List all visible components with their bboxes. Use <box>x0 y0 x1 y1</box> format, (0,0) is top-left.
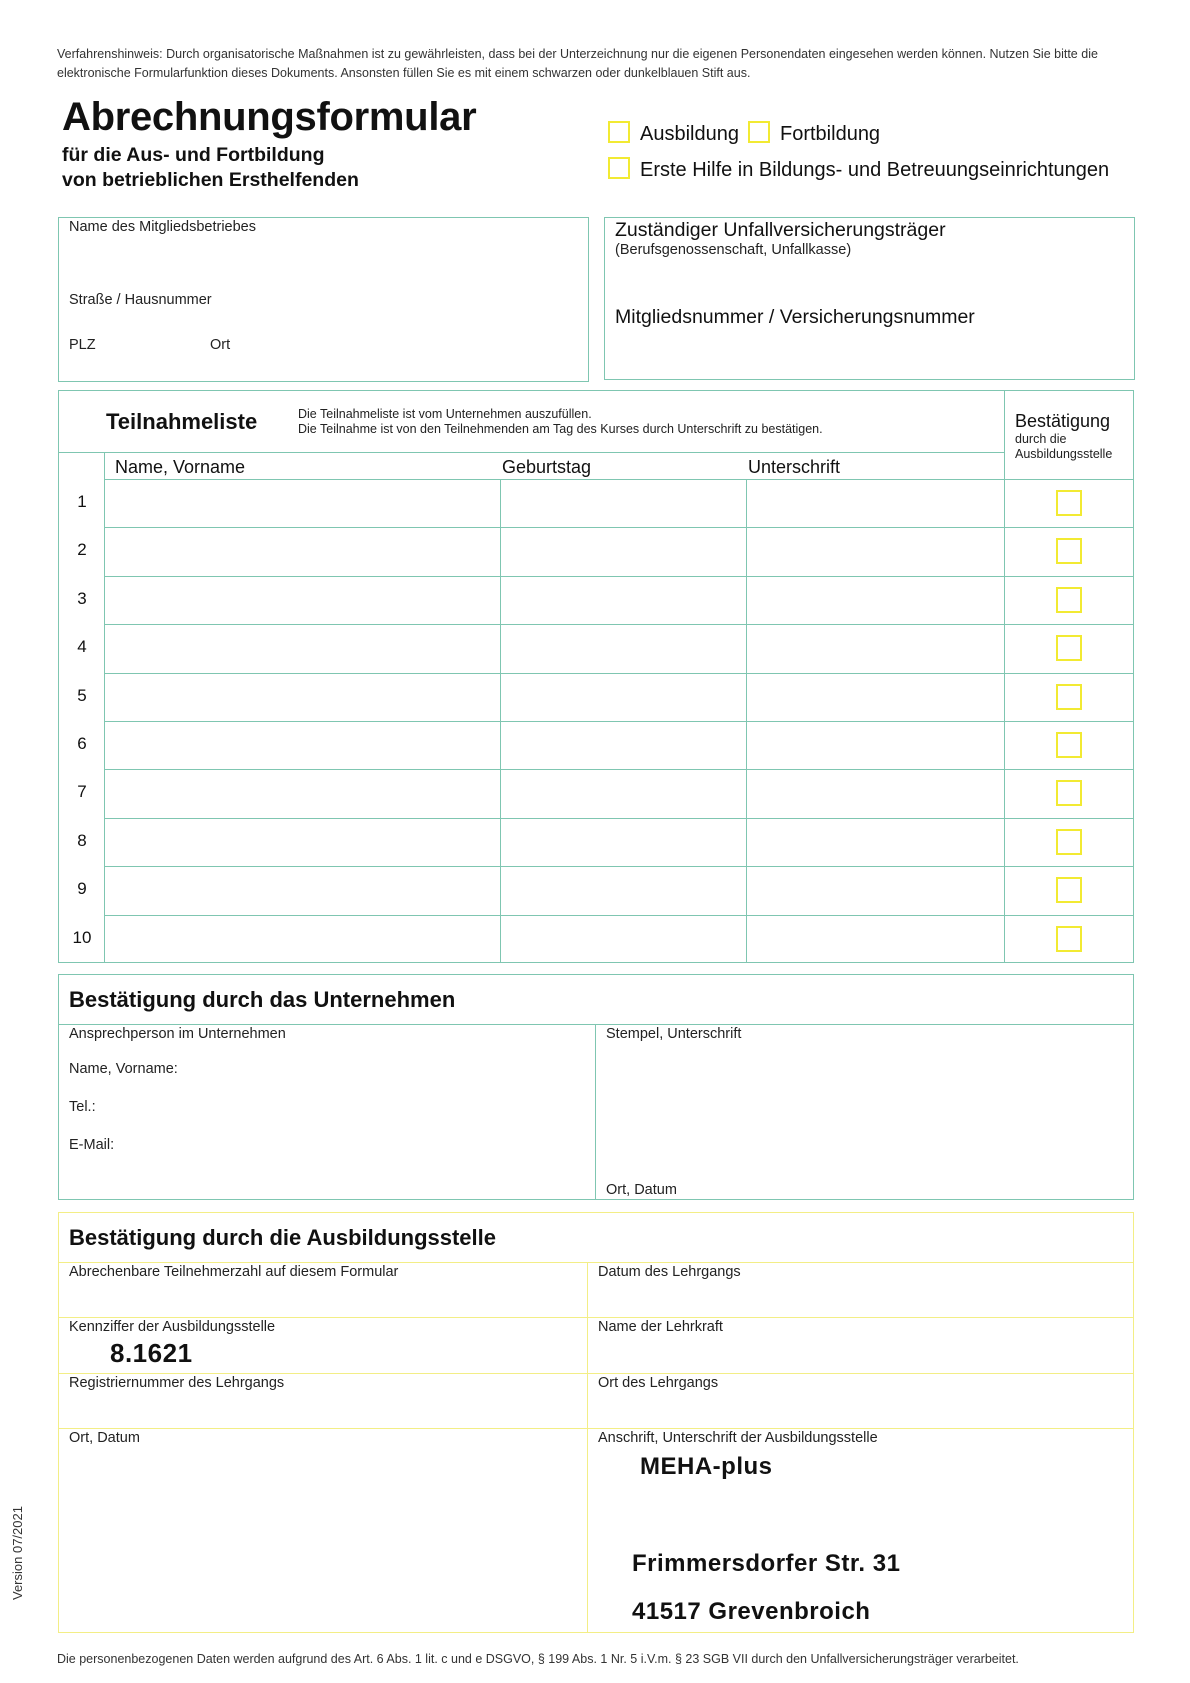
insurer-label: Zuständiger Unfallversicherungsträger <box>615 219 946 241</box>
training-divider-4 <box>58 1428 1134 1429</box>
subtitle-line-1: für die Aus- und Fortbildung <box>62 144 325 166</box>
version-label: Version 07/2021 <box>10 1506 25 1600</box>
member-number-input[interactable] <box>612 332 1127 372</box>
company-confirm-vdivider <box>595 1024 596 1200</box>
company-confirm-divider <box>58 1024 1134 1025</box>
reg-input[interactable] <box>66 1395 581 1425</box>
fortbildung-checkbox[interactable] <box>748 121 770 143</box>
address-label: Anschrift, Unterschrift der Ausbildungsstelle <box>598 1430 878 1446</box>
row-divider <box>104 576 1134 577</box>
row-divider <box>104 915 1134 916</box>
contact-label: Ansprechperson im Unternehmen <box>69 1026 286 1042</box>
participant-name-input[interactable] <box>106 578 498 622</box>
participant-birthday-input[interactable] <box>502 917 744 961</box>
insurer-input[interactable] <box>612 262 1127 302</box>
participant-birthday-input[interactable] <box>502 481 744 525</box>
insurer-sublabel: (Berufsgenossenschaft, Unfallkasse) <box>615 242 852 258</box>
confirm-checkbox[interactable] <box>1056 732 1082 758</box>
course-place-input[interactable] <box>595 1395 1128 1425</box>
street-input[interactable] <box>66 308 581 332</box>
participant-name-input[interactable] <box>106 820 498 864</box>
page-title: Abrechnungsformular <box>62 95 477 139</box>
confirm-checkbox[interactable] <box>1056 877 1082 903</box>
code-value[interactable]: 8.1621 <box>110 1338 193 1368</box>
participant-birthday-input[interactable] <box>502 771 744 815</box>
participants-title: Teilnahmeliste <box>106 409 258 434</box>
course-date-input[interactable] <box>595 1284 1128 1314</box>
participant-birthday-input[interactable] <box>502 723 744 767</box>
tel-label: Tel.: <box>69 1099 96 1115</box>
participant-signature-input[interactable] <box>748 868 1002 912</box>
training-divider-3 <box>58 1373 1134 1374</box>
company-name-input[interactable] <box>66 238 581 278</box>
participant-signature-input[interactable] <box>748 529 1002 573</box>
email-label: E-Mail: <box>69 1137 115 1153</box>
training-divider-2 <box>58 1317 1134 1318</box>
row-divider <box>104 866 1134 867</box>
participant-signature-input[interactable] <box>748 820 1002 864</box>
num-col-divider <box>104 452 105 963</box>
participant-birthday-input[interactable] <box>502 626 744 670</box>
participant-name-input[interactable] <box>106 529 498 573</box>
subtitle-line-2: von betrieblichen Ersthelfenden <box>62 169 359 191</box>
participant-signature-input[interactable] <box>748 578 1002 622</box>
member-number-label: Mitgliedsnummer / Versicherungsnummer <box>615 306 975 328</box>
participant-name-input[interactable] <box>106 868 498 912</box>
confirm-checkbox[interactable] <box>1056 684 1082 710</box>
training-place-date-label: Ort, Datum <box>69 1430 140 1446</box>
confirm-sub-1: durch die <box>1015 432 1067 446</box>
row-divider <box>104 673 1134 674</box>
training-place-date-input[interactable] <box>66 1450 581 1628</box>
row-number: 3 <box>77 588 87 608</box>
participant-name-input[interactable] <box>106 481 498 525</box>
contact-name-label: Name, Vorname: <box>69 1061 178 1077</box>
course-place-label: Ort des Lehrgangs <box>598 1375 719 1391</box>
col-header-divider <box>104 479 1004 480</box>
participant-birthday-input[interactable] <box>502 675 744 719</box>
course-date-label: Datum des Lehrgangs <box>598 1264 741 1280</box>
participant-birthday-input[interactable] <box>502 820 744 864</box>
reg-label: Registriernummer des Lehrgangs <box>69 1375 285 1391</box>
confirm-checkbox[interactable] <box>1056 635 1082 661</box>
row-number: 2 <box>77 540 87 560</box>
participant-signature-input[interactable] <box>748 626 1002 670</box>
fortbildung-label: Fortbildung <box>780 123 881 145</box>
confirm-col-title: Bestätigung <box>1015 411 1111 431</box>
ausbildung-checkbox[interactable] <box>608 121 630 143</box>
participant-signature-input[interactable] <box>748 917 1002 961</box>
participant-birthday-input[interactable] <box>502 868 744 912</box>
erste-hilfe-checkbox[interactable] <box>608 157 630 179</box>
participant-birthday-input[interactable] <box>502 529 744 573</box>
company-confirm-title: Bestätigung durch das Unternehmen <box>69 987 456 1012</box>
ausbildung-label: Ausbildung <box>640 123 739 145</box>
confirm-checkbox[interactable] <box>1056 587 1082 613</box>
row-divider <box>104 769 1134 770</box>
col-name-header: Name, Vorname <box>115 457 246 477</box>
participant-signature-input[interactable] <box>748 771 1002 815</box>
org-street: Frimmersdorfer Str. 31 <box>632 1550 901 1577</box>
participant-name-input[interactable] <box>106 626 498 670</box>
row-number: 9 <box>77 879 87 899</box>
teacher-input[interactable] <box>595 1339 1128 1369</box>
tel-input[interactable] <box>110 1094 585 1120</box>
confirm-checkbox[interactable] <box>1056 490 1082 516</box>
stamp-label: Stempel, Unterschrift <box>606 1026 742 1042</box>
training-vdivider <box>587 1262 588 1633</box>
col-birth-header: Geburtstag <box>502 457 592 477</box>
row-divider <box>104 527 1134 528</box>
confirm-col-divider <box>1004 390 1005 963</box>
participants-note-1: Die Teilnahmeliste ist vom Unternehmen auszufüllen. <box>298 407 592 421</box>
page-subtitle <box>62 143 359 193</box>
col-sign-header: Unterschrift <box>748 457 841 477</box>
confirm-checkbox[interactable] <box>1056 829 1082 855</box>
row-number: 10 <box>72 927 92 947</box>
training-confirm-title: Bestätigung durch die Ausbildungsstelle <box>69 1225 497 1250</box>
participant-name-input[interactable] <box>106 917 498 961</box>
email-input[interactable] <box>125 1132 585 1158</box>
confirm-checkbox[interactable] <box>1056 926 1082 952</box>
company-name-label: Name des Mitgliedsbetriebes <box>69 219 256 235</box>
participant-signature-input[interactable] <box>748 723 1002 767</box>
confirm-checkbox[interactable] <box>1056 538 1082 564</box>
code-label: Kennziffer der Ausbildungsstelle <box>69 1319 276 1335</box>
row-divider <box>104 624 1134 625</box>
participants-note <box>298 407 823 437</box>
confirm-checkbox[interactable] <box>1056 780 1082 806</box>
ort-label: Ort <box>210 337 231 353</box>
org-name: MEHA-plus <box>640 1453 773 1480</box>
confirm-header-divider <box>1004 479 1134 480</box>
street-label: Straße / Hausnummer <box>69 292 212 308</box>
row-number: 7 <box>77 782 87 802</box>
participant-signature-input[interactable] <box>748 675 1002 719</box>
procedure-notice: Verfahrenshinweis: Durch organisatorische Maßnahmen ist zu gewährleisten, dass bei der Unterzeichnung nur die eigenen Personendaten eingesehen werden können. Nutzen Sie bitte die elektronische Formularfunktion dieses Dokuments. Ansonsten füllen Sie es mit einem schwarzen oder dunkelblauen Stift aus. <box>57 47 1098 80</box>
plz-ort-input[interactable] <box>66 354 581 378</box>
participant-name-input[interactable] <box>106 723 498 767</box>
row-number: 6 <box>77 734 87 753</box>
participant-signature-input[interactable] <box>748 481 1002 525</box>
row-divider <box>104 818 1134 819</box>
row-divider <box>104 721 1134 722</box>
table-header-divider <box>58 452 1004 453</box>
contact-name-input[interactable] <box>190 1056 585 1082</box>
privacy-footer: Die personenbezogenen Daten werden aufgrund des Art. 6 Abs. 1 lit. c und e DSGVO, § 199 Abs. 1 Nr. 5 i.V.m. § 23 SGB VII durch den Unfallversicherungsträger verarbeitet. <box>57 1652 1019 1666</box>
count-input[interactable] <box>66 1284 581 1314</box>
participants-note-2: Die Teilnahme ist von den Teilnehmenden am Tag des Kurses durch Unterschrift zu bestätigen. <box>298 422 823 436</box>
teacher-label: Name der Lehrkraft <box>598 1319 723 1335</box>
stamp-area[interactable] <box>603 1045 1128 1175</box>
confirm-sub-2: Ausbildungsstelle <box>1015 447 1113 461</box>
participant-name-input[interactable] <box>106 771 498 815</box>
participant-name-input[interactable] <box>106 675 498 719</box>
training-divider-1 <box>58 1262 1134 1263</box>
row-number: 4 <box>77 637 87 657</box>
company-place-date-label: Ort, Datum <box>606 1182 677 1198</box>
participant-birthday-input[interactable] <box>502 578 744 622</box>
row-number: 8 <box>77 830 87 850</box>
plz-label: PLZ <box>69 337 96 353</box>
count-label: Abrechenbare Teilnehmerzahl auf diesem Formular <box>69 1264 399 1280</box>
row-number: 1 <box>77 492 87 511</box>
row-number: 5 <box>77 685 87 705</box>
erste-hilfe-label: Erste Hilfe in Bildungs- und Betreuungseinrichtungen <box>640 159 1110 181</box>
org-city: 41517 Grevenbroich <box>632 1598 871 1625</box>
confirm-col-sub <box>1015 432 1112 462</box>
